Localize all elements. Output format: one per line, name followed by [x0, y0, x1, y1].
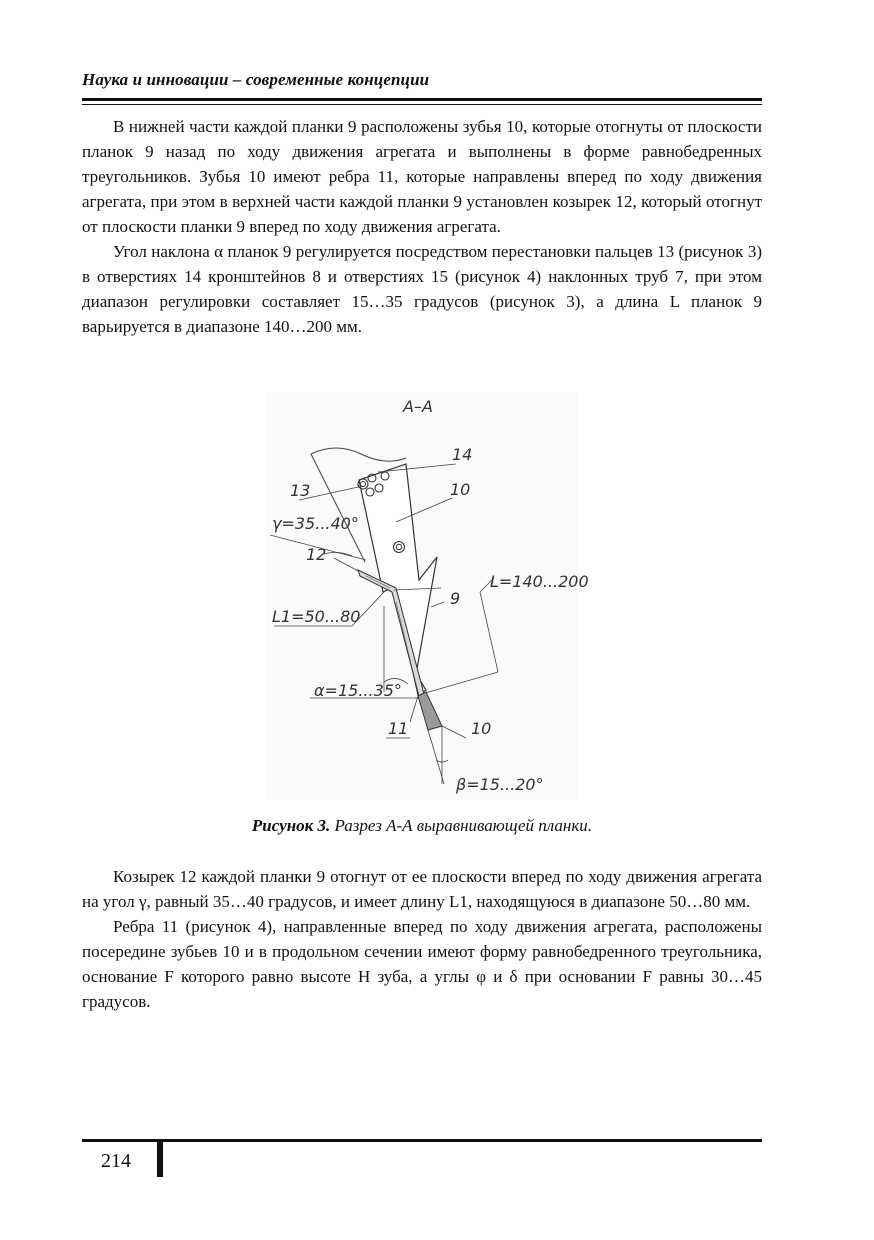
footer-bar [157, 1139, 163, 1177]
label-alpha: α=15...35° [314, 681, 402, 700]
caption-label: Рисунок 3. [251, 816, 331, 835]
paragraph: Угол наклона α планок 9 регулируется посредством перестановки пальцев 13 (рисунок 3) в отверстиях 14 кронштейнов 8 и отверстиях 15 (рисунок 4) наклонных труб 7, при этом диапазон регулировки составляет 15…35 градусов (рисунок 3), а длина L планок 9 варьируется в диапазоне 140…200 мм. [82, 242, 762, 336]
figure-3-section-drawing [266, 392, 589, 800]
label-12: 12 [306, 545, 327, 564]
label-14: 14 [452, 445, 473, 464]
label-L1: L1=50...80 [272, 607, 361, 626]
header-rule [82, 98, 762, 101]
figure-caption [82, 816, 762, 836]
label-11: 11 [388, 719, 409, 738]
caption-text: Разрез А-А выравнивающей планки. [334, 816, 593, 835]
label-gamma: γ=35...40° [272, 514, 359, 533]
paragraph: Ребра 11 (рисунок 4), направленные вперед по ходу движения агрегата, расположены посередине зубьев 10 и в продольном сечении имеют форму равнобедренного треугольника, основание F которого равно высоте H зуба, а углы φ и δ при основании F равны 30…45 градусов. [82, 917, 762, 1011]
label-10-bottom: 10 [471, 719, 492, 738]
label-9: 9 [450, 589, 461, 608]
running-header: Наука и инновации – современные концепции [82, 70, 430, 89]
body-text-top [82, 114, 762, 339]
paragraph: Козырек 12 каждой планки 9 отогнут от ее плоскости вперед по ходу движения агрегата на угол γ, равный 35…40 градусов, и имеет длину L1, находящуюся в диапазоне 50…80 мм. [82, 867, 762, 911]
label-beta: β=15...20° [456, 775, 544, 794]
footer-rule [82, 1139, 762, 1142]
paragraph: В нижней части каждой планки 9 расположены зубья 10, которые отогнуты от плоскости планок 9 назад по ходу движения агрегата и выполнены в форме равнобедренных треугольников. Зубья 10 имеют ребра 11, которые направлены вперед по ходу движения агрегата, при этом в верхней части каждой планки 9 установлен козырек 12, который отогнут от плоскости планки 9 вперед по ходу движения агрегата. [82, 117, 762, 236]
label-10-top: 10 [450, 480, 471, 499]
section-title-label: А–А [403, 397, 433, 416]
page-number: 214 [101, 1150, 131, 1172]
body-text-bottom [82, 864, 762, 1014]
label-L: L=140...200 [490, 572, 589, 591]
label-13: 13 [290, 481, 311, 500]
header-rule-thin [82, 104, 762, 105]
